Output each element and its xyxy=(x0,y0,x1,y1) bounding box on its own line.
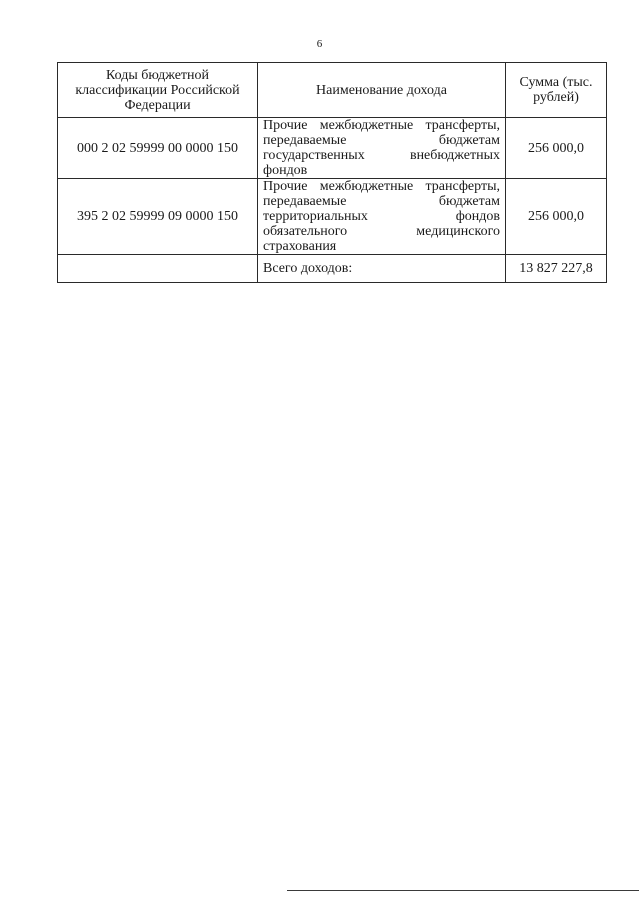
table-row xyxy=(58,179,607,255)
footer-divider xyxy=(287,890,639,891)
header-sum: Сумма (тыс. рублей) xyxy=(506,63,607,118)
sum-cell: 256 000,0 xyxy=(506,118,607,179)
budget-code-cell: 000 2 02 59999 00 0000 150 xyxy=(58,118,258,179)
header-budget-code: Коды бюджетной классификации Российской Федерации xyxy=(58,63,258,118)
budget-code-cell: 395 2 02 59999 09 0000 150 xyxy=(58,179,258,255)
sum-cell: 256 000,0 xyxy=(506,179,607,255)
revenue-name-cell: Прочие межбюджетные трансферты, передаваемые бюджетам территориальных фондов обязательного медицинского страхования xyxy=(258,179,506,255)
total-row xyxy=(58,255,607,283)
revenue-table xyxy=(57,62,607,283)
table-header-row xyxy=(58,63,607,118)
total-label: Всего доходов: xyxy=(258,255,506,283)
total-sum: 13 827 227,8 xyxy=(506,255,607,283)
page-number: 6 xyxy=(316,38,323,50)
revenue-name-cell: Прочие межбюджетные трансферты, передаваемые бюджетам государственных внебюджетных фондов xyxy=(258,118,506,179)
table-row xyxy=(58,118,607,179)
total-code-cell xyxy=(58,255,258,283)
header-revenue-name: Наименование дохода xyxy=(258,63,506,118)
